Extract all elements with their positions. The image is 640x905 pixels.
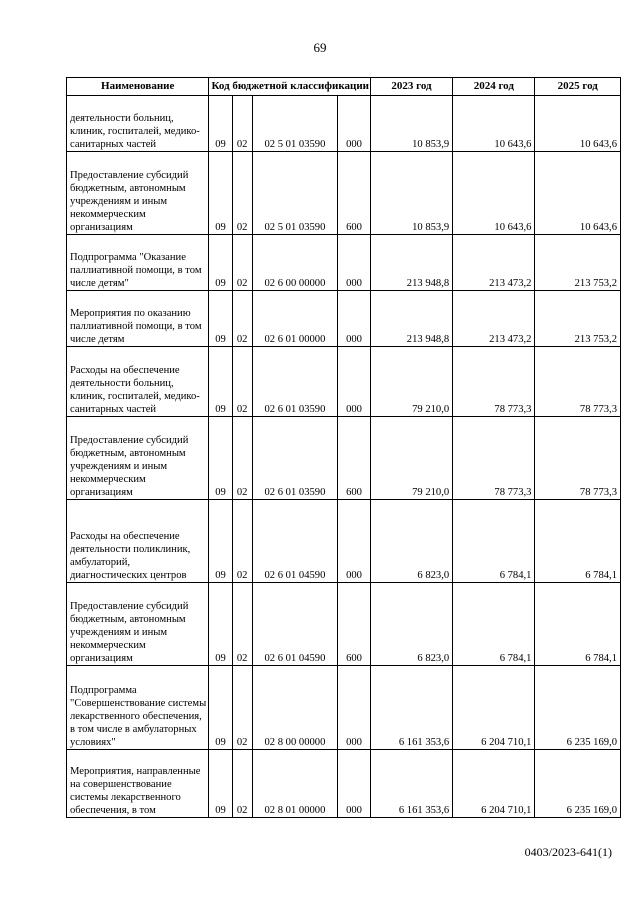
value-2025: 10 643,6 [535, 96, 621, 152]
value-2025: 6 784,1 [535, 500, 621, 583]
code-subsection: 02 [232, 152, 252, 235]
code-expense-type: 000 [338, 750, 371, 818]
code-expense-type: 600 [338, 417, 371, 500]
code-section: 09 [209, 96, 232, 152]
table-row [67, 500, 621, 583]
code-expense-type: 000 [338, 666, 371, 750]
code-expense-type: 600 [338, 583, 371, 666]
code-subsection: 02 [232, 417, 252, 500]
code-expense-type: 000 [338, 96, 371, 152]
value-2023: 6 823,0 [370, 500, 452, 583]
code-section: 09 [209, 666, 232, 750]
code-expense-type: 000 [338, 235, 371, 291]
value-2023: 79 210,0 [370, 347, 452, 417]
value-2024: 6 204 710,1 [453, 666, 535, 750]
table-row [67, 666, 621, 750]
value-2025: 213 753,2 [535, 291, 621, 347]
code-section: 09 [209, 750, 232, 818]
table-row [67, 152, 621, 235]
code-expense-type: 000 [338, 347, 371, 417]
value-2023: 10 853,9 [370, 96, 452, 152]
code-target: 02 8 01 00000 [252, 750, 337, 818]
code-subsection: 02 [232, 235, 252, 291]
code-expense-type: 600 [338, 152, 371, 235]
code-target: 02 6 00 00000 [252, 235, 337, 291]
value-2023: 6 823,0 [370, 583, 452, 666]
row-name: Предоставление субсидий бюджетным, автономным учреждениям и иным некоммерческим организациям [67, 152, 209, 235]
code-subsection: 02 [232, 96, 252, 152]
code-target: 02 5 01 03590 [252, 152, 337, 235]
code-section: 09 [209, 347, 232, 417]
table-row [67, 235, 621, 291]
value-2023: 213 948,8 [370, 235, 452, 291]
code-target: 02 6 01 00000 [252, 291, 337, 347]
code-section: 09 [209, 235, 232, 291]
row-name: Подпрограмма "Совершенствование системы лекарственного обеспечения, в том числе в амбулаторных условиях" [67, 666, 209, 750]
value-2023: 213 948,8 [370, 291, 452, 347]
table-row [67, 347, 621, 417]
row-name: Мероприятия, направленные на совершенствование системы лекарственного обеспечения, в том [67, 750, 209, 818]
header-2023: 2023 год [370, 78, 452, 96]
code-expense-type: 000 [338, 500, 371, 583]
page-number: 69 [313, 40, 327, 55]
value-2024: 78 773,3 [453, 347, 535, 417]
code-section: 09 [209, 291, 232, 347]
code-subsection: 02 [232, 500, 252, 583]
row-name: Мероприятия по оказанию паллиативной помощи, в том числе детям [67, 291, 209, 347]
header-2025: 2025 год [535, 78, 621, 96]
row-name: Предоставление субсидий бюджетным, автономным учреждениям и иным некоммерческим организациям [67, 583, 209, 666]
code-subsection: 02 [232, 666, 252, 750]
value-2025: 10 643,6 [535, 152, 621, 235]
value-2025: 78 773,3 [535, 417, 621, 500]
code-subsection: 02 [232, 291, 252, 347]
value-2024: 213 473,2 [453, 235, 535, 291]
code-subsection: 02 [232, 750, 252, 818]
row-name: Подпрограмма "Оказание паллиативной помощи, в том числе детям" [67, 235, 209, 291]
code-target: 02 6 01 04590 [252, 583, 337, 666]
value-2024: 10 643,6 [453, 152, 535, 235]
code-target: 02 6 01 04590 [252, 500, 337, 583]
document-number: 0403/2023-641(1) [524, 845, 612, 859]
code-target: 02 5 01 03590 [252, 96, 337, 152]
value-2025: 6 784,1 [535, 583, 621, 666]
row-name: деятельности больниц, клиник, госпиталей, медико-санитарных частей [67, 96, 209, 152]
code-expense-type: 000 [338, 291, 371, 347]
table-row [67, 291, 621, 347]
value-2025: 6 235 169,0 [535, 750, 621, 818]
value-2025: 213 753,2 [535, 235, 621, 291]
row-name: Расходы на обеспечение деятельности больниц, клиник, госпиталей, медико-санитарных частей [67, 347, 209, 417]
code-target: 02 8 00 00000 [252, 666, 337, 750]
value-2024: 78 773,3 [453, 417, 535, 500]
code-section: 09 [209, 583, 232, 666]
code-target: 02 6 01 03590 [252, 347, 337, 417]
value-2023: 6 161 353,6 [370, 750, 452, 818]
budget-table [66, 77, 621, 818]
value-2023: 79 210,0 [370, 417, 452, 500]
value-2024: 6 204 710,1 [453, 750, 535, 818]
value-2023: 10 853,9 [370, 152, 452, 235]
value-2024: 10 643,6 [453, 96, 535, 152]
table-row [67, 583, 621, 666]
code-subsection: 02 [232, 347, 252, 417]
value-2024: 6 784,1 [453, 583, 535, 666]
table-row [67, 750, 621, 818]
row-name: Предоставление субсидий бюджетным, автономным учреждениям и иным некоммерческим организациям [67, 417, 209, 500]
value-2025: 78 773,3 [535, 347, 621, 417]
code-subsection: 02 [232, 583, 252, 666]
code-section: 09 [209, 500, 232, 583]
code-section: 09 [209, 152, 232, 235]
table-row [67, 96, 621, 152]
code-section: 09 [209, 417, 232, 500]
value-2023: 6 161 353,6 [370, 666, 452, 750]
value-2024: 213 473,2 [453, 291, 535, 347]
header-code: Код бюджетной классификации [209, 78, 370, 96]
code-target: 02 6 01 03590 [252, 417, 337, 500]
value-2025: 6 235 169,0 [535, 666, 621, 750]
value-2024: 6 784,1 [453, 500, 535, 583]
header-row [67, 78, 621, 96]
row-name: Расходы на обеспечение деятельности поликлиник, амбулаторий, диагностических центров [67, 500, 209, 583]
header-name: Наименование [67, 78, 209, 96]
header-2024: 2024 год [453, 78, 535, 96]
table-row [67, 417, 621, 500]
